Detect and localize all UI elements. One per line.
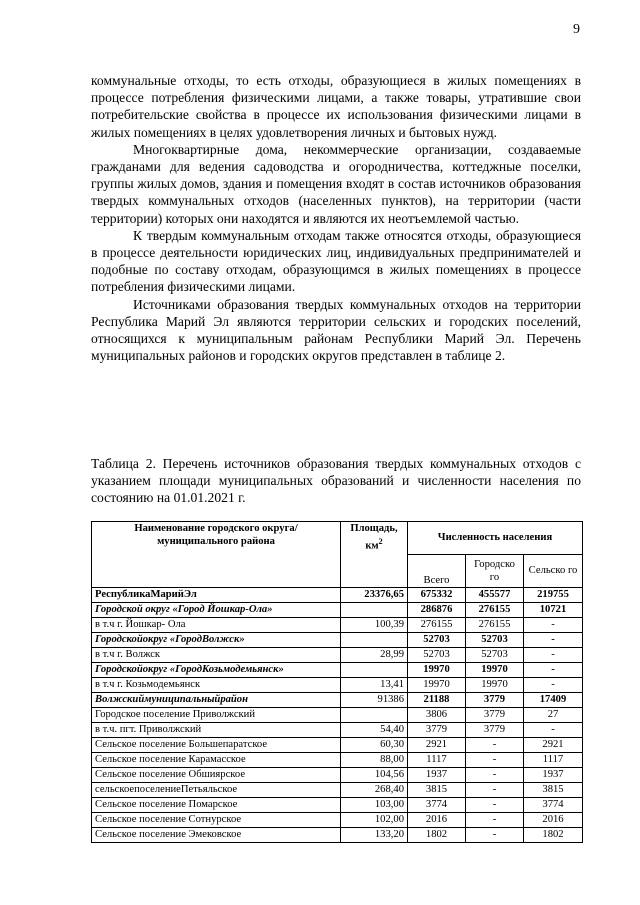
cell-urban: - [466,738,524,753]
cell-name: Городскойокруг «ГородВолжск» [92,633,341,648]
table-row [92,633,583,648]
cell-rural: 27 [524,708,583,723]
table-row [92,723,583,738]
cell-urban: - [466,828,524,843]
cell-urban: 52703 [466,633,524,648]
cell-urban: 52703 [466,648,524,663]
cell-rural: 3774 [524,798,583,813]
cell-rural: 219755 [524,588,583,603]
cell-total: 52703 [408,633,466,648]
cell-total: 3806 [408,708,466,723]
cell-name: РеспубликаМарийЭл [92,588,341,603]
cell-total: 3774 [408,798,466,813]
cell-total: 3815 [408,783,466,798]
cell-rural: - [524,723,583,738]
cell-area [341,708,408,723]
header-area [341,522,408,588]
header-area-label: Площадь, км [350,523,398,552]
table-row [92,603,583,618]
header-population: Численность населения [408,522,583,555]
header-area-sup: 2 [378,537,383,547]
cell-urban: - [466,798,524,813]
cell-urban: 276155 [466,618,524,633]
paragraph: Многоквартирные дома, некоммерческие организации, создаваемые гражданами для ведения садоводства и огородничества, коттеджные поселки, группы жилых домов, здания и помещения входят в состав источников образования твердых коммунальных отходов (населенных пунктов), на территории (части территории) которых они находятся и являются их неотъемлемой частью. [91,141,581,226]
cell-name: Сельское поселение Обшиярское [92,768,341,783]
table-row [92,783,583,798]
cell-rural: 1802 [524,828,583,843]
cell-area: 100,39 [341,618,408,633]
cell-urban: 276155 [466,603,524,618]
cell-area: 102,00 [341,813,408,828]
cell-urban: - [466,753,524,768]
cell-name: Городскойокруг «ГородКозьмодемьянск» [92,663,341,678]
table-row [92,798,583,813]
cell-urban: 19970 [466,663,524,678]
table-row [92,648,583,663]
subheader-urban: Городско го [466,555,524,588]
cell-area: 104,56 [341,768,408,783]
cell-total: 52703 [408,648,466,663]
cell-name: Сельское поселение Эмековское [92,828,341,843]
body-text [91,72,581,364]
cell-urban: - [466,783,524,798]
cell-total: 675332 [408,588,466,603]
table-caption: Таблица 2. Перечень источников образования твердых коммунальных отходов с указанием площади муниципальных образований и численности населения по состоянию на 01.01.2021 г. [91,456,581,506]
cell-area [341,633,408,648]
cell-name: Сельское поселение Карамасское [92,753,341,768]
cell-area: 28,99 [341,648,408,663]
cell-rural: 2921 [524,738,583,753]
cell-urban: 3779 [466,723,524,738]
cell-total: 19970 [408,663,466,678]
paragraph: К твердым коммунальным отходам также относятся отходы, образующиеся в процессе деятельности юридических лиц, индивидуальных предпринимателей и подобные по составу отходам, образующимся в жилых помещениях в процессе потребления физическими лицами. [91,227,581,295]
cell-name: сельскоепоселениеПетьяльское [92,783,341,798]
header-name: Наименование городского округа/ муниципального района [92,522,341,588]
cell-rural: 1937 [524,768,583,783]
cell-area: 103,00 [341,798,408,813]
cell-urban: 19970 [466,678,524,693]
cell-name: Сельское поселение Большепаратское [92,738,341,753]
cell-total: 1117 [408,753,466,768]
cell-total: 21188 [408,693,466,708]
cell-rural: - [524,618,583,633]
cell-rural: 17409 [524,693,583,708]
table-row [92,678,583,693]
cell-area: 88,00 [341,753,408,768]
table-row [92,768,583,783]
cell-area: 54,40 [341,723,408,738]
table-row [92,588,583,603]
cell-area: 13,41 [341,678,408,693]
population-table [91,521,583,843]
cell-name: Городской округ «Город Йошкар-Ола» [92,603,341,618]
table-row [92,618,583,633]
cell-urban: - [466,813,524,828]
cell-name: в т.ч г. Йошкар- Ола [92,618,341,633]
cell-urban: 3779 [466,693,524,708]
table-header-row [92,522,583,555]
table-row [92,708,583,723]
page-number: 9 [573,22,580,37]
cell-rural: - [524,663,583,678]
table-row [92,753,583,768]
cell-area: 91386 [341,693,408,708]
cell-area [341,603,408,618]
cell-total: 1937 [408,768,466,783]
table-row [92,813,583,828]
cell-name: в т.ч г. Волжск [92,648,341,663]
cell-rural: - [524,633,583,648]
cell-name: Сельское поселение Сотнурское [92,813,341,828]
table-row [92,828,583,843]
cell-area: 23376,65 [341,588,408,603]
cell-rural: 2016 [524,813,583,828]
table-row [92,693,583,708]
cell-total: 286876 [408,603,466,618]
paragraph: коммунальные отходы, то есть отходы, образующиеся в жилых помещениях в процессе потребления физическими лицами, а также товары, утратившие свои потребительские свойства в процессе их использования физическими лицами в жилых помещениях в целях удовлетворения личных и бытовых нужд. [91,73,581,140]
paragraph: Источниками образования твердых коммунальных отходов на территории Республика Марий Эл являются территории сельских и городских поселений, относящихся к муниципальным районам Республики Марий Эл. Перечень муниципальных районов и городских округов представлен в таблице 2. [91,296,581,364]
cell-name: в т.ч. пгт. Приволжский [92,723,341,738]
cell-urban: - [466,768,524,783]
cell-urban: 3779 [466,708,524,723]
cell-urban: 455577 [466,588,524,603]
cell-name: в т.ч г. Козьмодемьянск [92,678,341,693]
cell-area: 133,20 [341,828,408,843]
cell-area: 60,30 [341,738,408,753]
cell-rural: 3815 [524,783,583,798]
subheader-total: Всего [408,555,466,588]
cell-name: Сельское поселение Помарское [92,798,341,813]
cell-total: 3779 [408,723,466,738]
cell-rural: - [524,678,583,693]
cell-total: 276155 [408,618,466,633]
cell-rural: 1117 [524,753,583,768]
cell-total: 2016 [408,813,466,828]
table-row [92,663,583,678]
cell-name: Городское поселение Приволжский [92,708,341,723]
subheader-rural: Сельско го [524,555,583,588]
cell-area [341,663,408,678]
cell-total: 1802 [408,828,466,843]
cell-name: Волжскиймуниципальныйрайон [92,693,341,708]
cell-total: 2921 [408,738,466,753]
cell-rural: 10721 [524,603,583,618]
cell-rural: - [524,648,583,663]
table-row [92,738,583,753]
cell-total: 19970 [408,678,466,693]
cell-area: 268,40 [341,783,408,798]
